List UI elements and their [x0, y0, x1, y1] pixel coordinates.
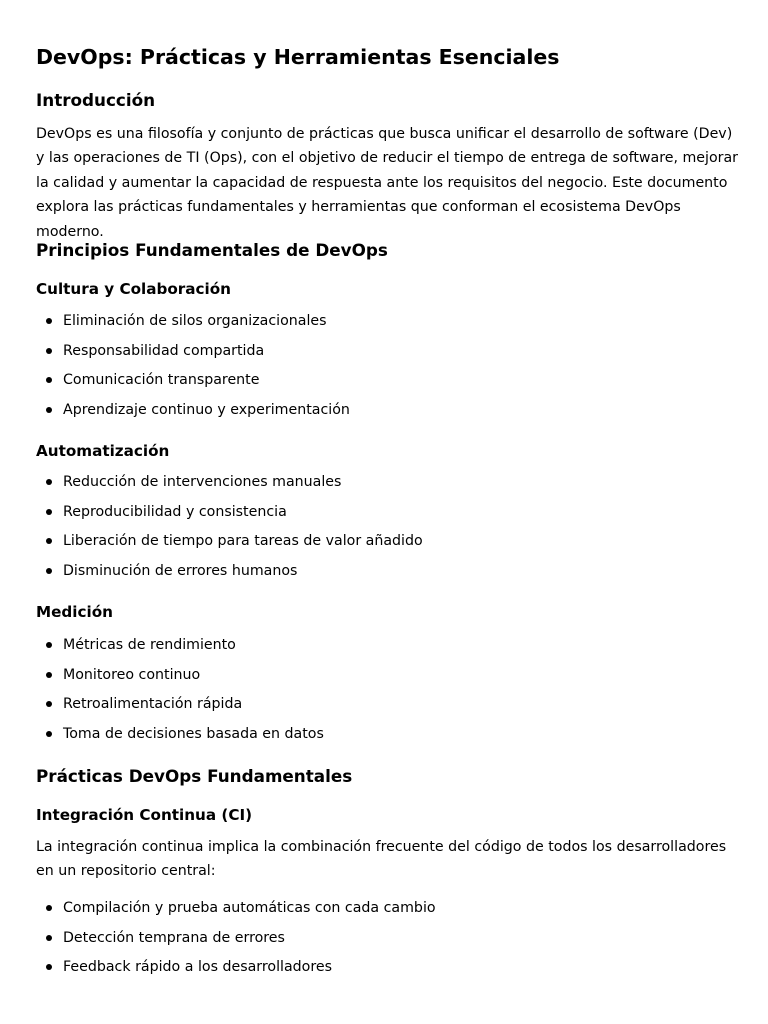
culture-heading: Cultura y Colaboración: [36, 280, 231, 298]
list-item: [36, 633, 324, 663]
page-title: DevOps: Prácticas y Herramientas Esenciales: [36, 45, 560, 69]
practices-heading: Prácticas DevOps Fundamentales: [36, 766, 353, 786]
bullet-icon: [46, 538, 52, 544]
list-item-text: Monitoreo continuo: [63, 666, 201, 683]
list-item-text: Compilación y prueba automáticas con cada cambio: [63, 900, 436, 916]
bullet-icon: [46, 318, 52, 324]
bullet-icon: [46, 479, 52, 485]
list-item: [36, 955, 436, 985]
list-item-text: Toma de decisiones basada en datos: [63, 725, 324, 742]
list-item: [36, 559, 423, 589]
bullet-icon: [46, 731, 52, 737]
ci-paragraph: La integración continua implica la combinación frecuente del código de todos los desarrolladores en un repositorio central:: [36, 839, 727, 880]
bullet-icon: [46, 642, 52, 648]
list-item-text: Reproducibilidad y consistencia: [63, 503, 287, 520]
list-item: [36, 398, 350, 428]
list-item: [36, 926, 436, 956]
bullet-icon: [46, 672, 52, 678]
intro-paragraph: DevOps es una filosofía y conjunto de prácticas que busca unificar el desarrollo de software (Dev) y las operaciones de TI (Ops), con el objetivo de reducir el tiempo de entrega de software, mejorar la calidad y aumentar la capacidad de respuesta ante los requisitos del negocio. Este documento explora las prácticas fundamentales y herramientas que conforman el ecosistema DevOps moderno.: [36, 126, 739, 240]
bullet-icon: [46, 348, 52, 354]
list-item-text: Reducción de intervenciones manuales: [63, 474, 342, 490]
bullet-icon: [46, 964, 52, 970]
bullet-icon: [46, 935, 52, 941]
list-item: [36, 309, 350, 339]
list-item-text: Aprendizaje continuo y experimentación: [63, 401, 350, 418]
automation-heading: Automatización: [36, 442, 170, 460]
bullet-icon: [46, 701, 52, 707]
ci-list: [36, 896, 436, 985]
list-item-text: Feedback rápido a los desarrolladores: [63, 959, 332, 976]
measurement-heading: Medición: [36, 603, 113, 621]
ci-heading: Integración Continua (CI): [36, 806, 253, 824]
list-item-text: Comunicación transparente: [63, 372, 260, 389]
list-item-text: Eliminación de silos organizacionales: [63, 313, 327, 329]
automation-list: [36, 470, 423, 588]
measurement-list: [36, 633, 324, 751]
list-item: [36, 339, 350, 369]
list-item: [36, 529, 423, 559]
list-item: [36, 500, 423, 530]
bullet-icon: [46, 568, 52, 574]
list-item-text: Detección temprana de errores: [63, 929, 285, 946]
list-item: [36, 722, 324, 752]
principles-heading: Principios Fundamentales de DevOps: [36, 240, 388, 260]
culture-list: [36, 309, 350, 427]
list-item-text: Retroalimentación rápida: [63, 696, 243, 713]
list-item: [36, 470, 423, 500]
list-item: [36, 663, 324, 693]
list-item: [36, 692, 324, 722]
list-item-text: Disminución de errores humanos: [63, 562, 298, 579]
list-item-text: Métricas de rendimiento: [63, 637, 236, 653]
bullet-icon: [46, 407, 52, 413]
intro-heading: Introducción: [36, 90, 156, 110]
bullet-icon: [46, 509, 52, 515]
list-item: [36, 368, 350, 398]
list-item-text: Responsabilidad compartida: [63, 342, 265, 359]
list-item-text: Liberación de tiempo para tareas de valor añadido: [63, 533, 423, 550]
list-item: [36, 896, 436, 926]
bullet-icon: [46, 905, 52, 911]
bullet-icon: [46, 377, 52, 383]
